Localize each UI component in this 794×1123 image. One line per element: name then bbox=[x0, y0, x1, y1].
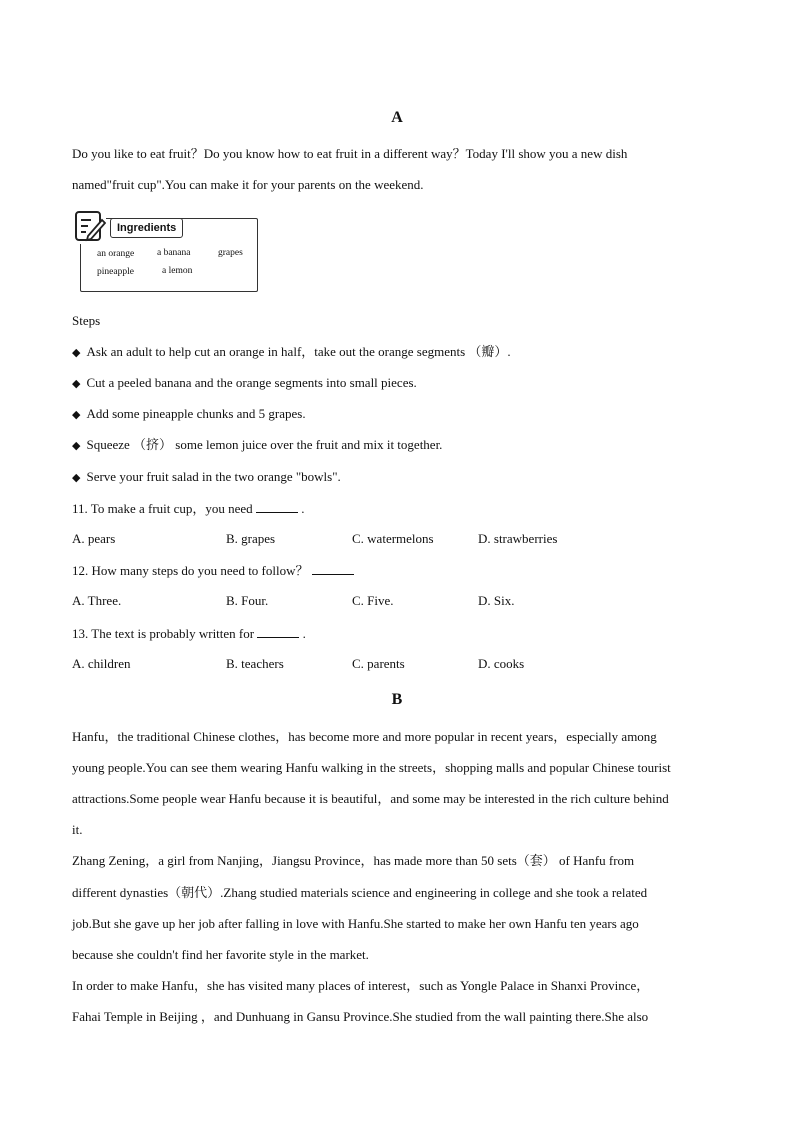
option-a[interactable]: A. Three. bbox=[72, 593, 122, 608]
option-d[interactable]: D. cooks bbox=[478, 656, 525, 671]
ingredient-item: an orange bbox=[97, 249, 135, 259]
step-text: Cut a peeled banana and the orange segments into small pieces. bbox=[86, 375, 417, 390]
passage-line: different dynasties（朝代）.Zhang studied materials science and engineering in college and she took a related bbox=[72, 885, 648, 900]
passage-line: it. bbox=[72, 822, 83, 837]
question-12 bbox=[72, 562, 354, 579]
section-a-heading: A bbox=[391, 109, 403, 126]
passage-line: Zhang Zening，a girl from Nanjing，Jiangsu Province，has made more than 50 sets（套） of Hanfu from bbox=[72, 853, 635, 868]
step-text: Add some pineapple chunks and 5 grapes. bbox=[86, 406, 306, 421]
ingredient-item: a banana bbox=[157, 248, 191, 258]
step-item bbox=[72, 344, 511, 361]
question-11 bbox=[72, 500, 304, 517]
passage-line: In order to make Hanfu，she has visited many places of interest，such as Yongle Palace in Shanxi Province， bbox=[72, 978, 650, 993]
intro-paragraph-line-1: Do you like to eat fruit？Do you know how to eat fruit in a different way？Today I'll show you a new dish bbox=[72, 146, 628, 161]
steps-label: Steps bbox=[72, 313, 101, 328]
question-stem: 13. The text is probably written for bbox=[72, 626, 255, 641]
option-a[interactable]: A. children bbox=[72, 656, 131, 671]
notepad-pencil-icon bbox=[74, 208, 106, 244]
option-b[interactable]: B. Four. bbox=[226, 593, 269, 608]
question-13 bbox=[72, 625, 306, 642]
section-b-heading: B bbox=[391, 691, 403, 708]
ingredients-card bbox=[74, 208, 258, 294]
diamond-bullet-icon: ◆ bbox=[72, 378, 81, 390]
option-d[interactable]: D. Six. bbox=[478, 593, 515, 608]
step-item bbox=[72, 375, 417, 392]
step-text: Serve your fruit salad in the two orange "bowls". bbox=[86, 469, 341, 484]
diamond-bullet-icon: ◆ bbox=[72, 472, 81, 484]
intro-paragraph-line-2: named"fruit cup".You can make it for your parents on the weekend. bbox=[72, 177, 424, 192]
option-d[interactable]: D. strawberries bbox=[478, 531, 558, 546]
passage-line: because she couldn't find her favorite style in the market. bbox=[72, 947, 369, 962]
question-stem: 11. To make a fruit cup，you need bbox=[72, 501, 253, 516]
question-stem-end: . bbox=[302, 626, 306, 641]
step-item bbox=[72, 406, 306, 423]
passage-line: Fahai Temple in Beijing ，and Dunhuang in Gansu Province.She studied from the wall painting there.She also bbox=[72, 1009, 649, 1024]
option-c[interactable]: C. parents bbox=[352, 656, 405, 671]
option-c[interactable]: C. watermelons bbox=[352, 531, 434, 546]
passage-line: Hanfu，the traditional Chinese clothes，has become more and more popular in recent years，especially among bbox=[72, 729, 657, 744]
step-text: Ask an adult to help cut an orange in half，take out the orange segments （瓣）. bbox=[86, 344, 511, 359]
option-a[interactable]: A. pears bbox=[72, 531, 116, 546]
option-b[interactable]: B. teachers bbox=[226, 656, 284, 671]
step-item bbox=[72, 437, 442, 454]
diamond-bullet-icon: ◆ bbox=[72, 440, 81, 452]
ingredients-title: Ingredients bbox=[110, 218, 183, 238]
ingredient-item: pineapple bbox=[97, 267, 134, 277]
answer-blank[interactable] bbox=[257, 625, 299, 638]
question-stem: 12. How many steps do you need to follow？ bbox=[72, 563, 309, 578]
step-item bbox=[72, 469, 341, 486]
diamond-bullet-icon: ◆ bbox=[72, 347, 81, 359]
passage-line: young people.You can see them wearing Hanfu walking in the streets，shopping malls and popular Chinese tourist bbox=[72, 760, 671, 775]
ingredient-item: grapes bbox=[218, 248, 243, 258]
passage-line: attractions.Some people wear Hanfu because it is beautiful，and some may be interested in the rich culture behind bbox=[72, 791, 669, 806]
ingredient-item: a lemon bbox=[162, 266, 193, 276]
answer-blank[interactable] bbox=[312, 562, 354, 575]
passage-line: job.But she gave up her job after falling in love with Hanfu.She started to make her own Hanfu ten years ago bbox=[72, 916, 639, 931]
step-text: Squeeze （挤） some lemon juice over the fruit and mix it together. bbox=[86, 437, 443, 452]
option-c[interactable]: C. Five. bbox=[352, 593, 394, 608]
question-stem-end: . bbox=[301, 501, 305, 516]
option-b[interactable]: B. grapes bbox=[226, 531, 276, 546]
diamond-bullet-icon: ◆ bbox=[72, 409, 81, 421]
answer-blank[interactable] bbox=[256, 500, 298, 513]
